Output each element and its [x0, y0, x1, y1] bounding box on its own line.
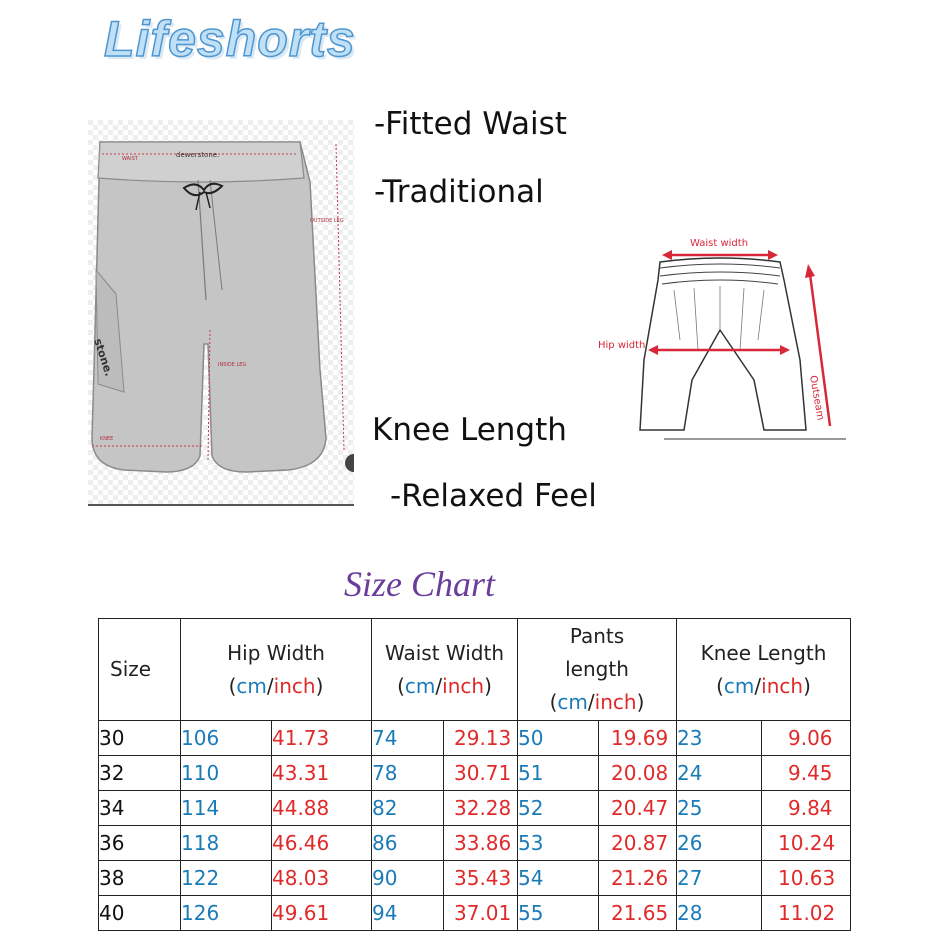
shorts-outline-diagram [594, 230, 850, 442]
header-hip-units: (cm/inch) [228, 673, 324, 698]
header-waist-label: Waist Width [384, 640, 505, 665]
size-cell: 34 [99, 791, 181, 826]
shorts-measurement-diagram [88, 120, 354, 508]
header-knee-label: Knee Length [700, 640, 827, 665]
knee-cm-cell: 23 [677, 721, 762, 756]
knee-inch-cell: 9.45 [762, 756, 851, 791]
hip-cm-cell: 122 [181, 861, 272, 896]
size-chart-table [98, 618, 851, 931]
header-knee-units: (cm/inch) [716, 673, 811, 698]
knee-inch-cell: 9.06 [762, 721, 851, 756]
pocket-brand: stone. [91, 336, 116, 378]
hip-inch-cell: 41.73 [272, 721, 372, 756]
outseam-label: Outseam [807, 374, 826, 422]
pants-inch-cell: 21.26 [599, 861, 677, 896]
knee-cm-cell: 24 [677, 756, 762, 791]
knee-inch-cell: 10.24 [762, 826, 851, 861]
knee-inch-cell: 11.02 [762, 896, 851, 931]
waist-inch-cell: 29.13 [444, 721, 518, 756]
pants-inch-cell: 20.47 [599, 791, 677, 826]
knee-cm-cell: 27 [677, 861, 762, 896]
pants-inch-cell: 20.08 [599, 756, 677, 791]
hip-cm-cell: 118 [181, 826, 272, 861]
pants-inch-cell: 21.65 [599, 896, 677, 931]
pants-cm-cell: 50 [518, 721, 599, 756]
table-row [99, 721, 851, 756]
size-cell: 40 [99, 896, 181, 931]
feature-traditional: -Traditional [374, 174, 544, 210]
hip-cm-cell: 126 [181, 896, 272, 931]
table-row [99, 791, 851, 826]
feature-fitted-waist: -Fitted Waist [374, 106, 567, 142]
header-size: Size [99, 619, 181, 721]
header-waist-width [372, 619, 518, 721]
waist-cm-cell: 78 [372, 756, 444, 791]
hip-inch-cell: 48.03 [272, 861, 372, 896]
pants-cm-cell: 54 [518, 861, 599, 896]
hip-cm-cell: 110 [181, 756, 272, 791]
hip-inch-cell: 44.88 [272, 791, 372, 826]
knee-label: KNEE [100, 436, 114, 442]
pants-cm-cell: 51 [518, 756, 599, 791]
header-pants-line2: length [565, 657, 629, 681]
hip-width-label: Hip width [598, 340, 646, 351]
header-pants-length [518, 619, 677, 721]
size-chart-title: Size Chart [344, 564, 496, 604]
waist-inch-cell: 35.43 [444, 861, 518, 896]
pants-inch-cell: 20.87 [599, 826, 677, 861]
size-cell: 30 [99, 721, 181, 756]
waist-inch-cell: 37.01 [444, 896, 518, 931]
waist-label: WAIST [122, 156, 138, 162]
size-cell: 38 [99, 861, 181, 896]
feature-knee-length: Knee Length [372, 412, 567, 448]
waist-cm-cell: 74 [372, 721, 444, 756]
waist-cm-cell: 82 [372, 791, 444, 826]
size-cell: 32 [99, 756, 181, 791]
knee-cm-cell: 26 [677, 826, 762, 861]
header-hip-label: Hip Width [227, 640, 325, 665]
waist-inch-cell: 32.28 [444, 791, 518, 826]
header-pants-line1: Pants [569, 624, 625, 648]
inside-leg-label: INSIDE LEG [218, 362, 247, 368]
table-row [99, 896, 851, 931]
waist-width-label: Waist width [690, 238, 749, 249]
knee-inch-cell: 9.84 [762, 791, 851, 826]
header-knee-length [677, 619, 851, 721]
hip-inch-cell: 43.31 [272, 756, 372, 791]
header-waist-units: (cm/inch) [397, 673, 492, 698]
pants-cm-cell: 55 [518, 896, 599, 931]
knee-inch-cell: 10.63 [762, 861, 851, 896]
table-row [99, 861, 851, 896]
waist-cm-cell: 94 [372, 896, 444, 931]
knee-cm-cell: 28 [677, 896, 762, 931]
outside-leg-label: OUTSIDE LEG [310, 218, 344, 224]
waistband [98, 142, 304, 182]
table-row [99, 826, 851, 861]
waist-inch-cell: 30.71 [444, 756, 518, 791]
hip-inch-cell: 46.46 [272, 826, 372, 861]
waist-cm-cell: 86 [372, 826, 444, 861]
brand-logo: Lifeshorts [104, 11, 356, 67]
hip-cm-cell: 114 [181, 791, 272, 826]
pants-inch-cell: 19.69 [599, 721, 677, 756]
table-row [99, 756, 851, 791]
pants-cm-cell: 53 [518, 826, 599, 861]
waist-cm-cell: 90 [372, 861, 444, 896]
waist-inch-cell: 33.86 [444, 826, 518, 861]
pants-cm-cell: 52 [518, 791, 599, 826]
feature-relaxed-feel: -Relaxed Feel [390, 478, 597, 514]
table-header-row [99, 619, 851, 721]
knee-cm-cell: 25 [677, 791, 762, 826]
header-pants-units: (cm/inch) [549, 690, 645, 714]
waistband-brand: dewerstone. [176, 151, 220, 159]
hip-cm-cell: 106 [181, 721, 272, 756]
size-cell: 36 [99, 826, 181, 861]
header-hip-width [181, 619, 372, 721]
hip-inch-cell: 49.61 [272, 896, 372, 931]
